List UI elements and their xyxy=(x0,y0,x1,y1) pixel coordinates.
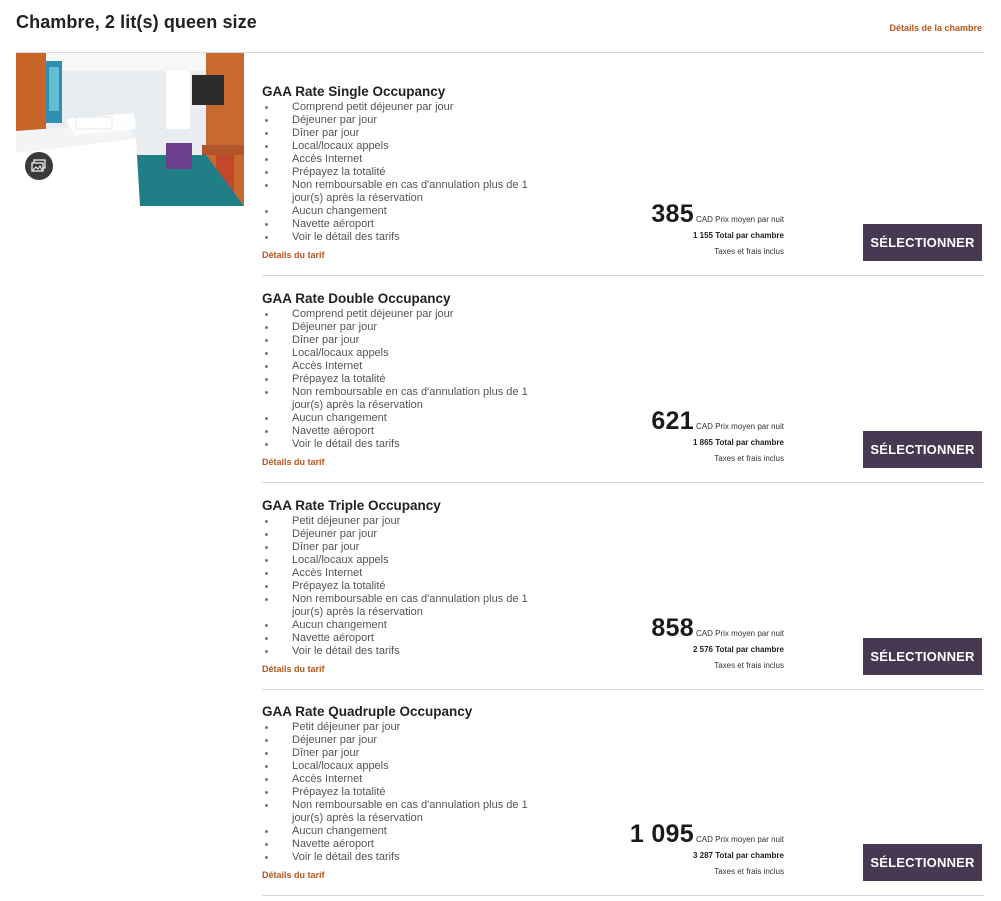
room-photo[interactable] xyxy=(16,53,244,206)
feature-item: Local/locaux appels xyxy=(262,347,562,360)
rate-name: GAA Rate Triple Occupancy xyxy=(262,498,441,513)
total-price xyxy=(693,231,784,240)
feature-item: Dîner par jour xyxy=(262,334,562,347)
feature-item: Non remboursable en cas d'annulation plus de 1 jour(s) après la réservation xyxy=(262,593,552,619)
total-price xyxy=(693,438,784,447)
avg-price-label: CAD Prix moyen par nuit xyxy=(695,629,784,638)
avg-price xyxy=(651,407,784,436)
feature-item: Aucun changement xyxy=(262,825,562,838)
feature-item: Déjeuner par jour xyxy=(262,734,562,747)
avg-price xyxy=(630,820,784,849)
select-button[interactable]: SÉLECTIONNER xyxy=(863,224,982,261)
tax-note: Taxes et frais inclus xyxy=(714,867,784,876)
feature-item: Navette aéroport xyxy=(262,632,562,645)
feature-item: Voir le détail des tarifs xyxy=(262,851,562,864)
feature-item: Comprend petit déjeuner par jour xyxy=(262,101,562,114)
feature-item: Navette aéroport xyxy=(262,425,562,438)
avg-price-value: 858 xyxy=(651,614,694,642)
feature-item: Déjeuner par jour xyxy=(262,528,562,541)
feature-item: Local/locaux appels xyxy=(262,760,562,773)
avg-price xyxy=(651,200,784,229)
feature-item: Déjeuner par jour xyxy=(262,114,562,127)
feature-item: Prépayez la totalité xyxy=(262,166,562,179)
select-button[interactable]: SÉLECTIONNER xyxy=(863,638,982,675)
rate-card xyxy=(262,483,984,690)
rate-features-list xyxy=(262,515,562,658)
total-price xyxy=(693,851,784,860)
rate-divider xyxy=(262,895,984,896)
feature-item: Local/locaux appels xyxy=(262,554,562,567)
rate-features-list xyxy=(262,721,562,864)
feature-item: Déjeuner par jour xyxy=(262,321,562,334)
tax-note: Taxes et frais inclus xyxy=(714,247,784,256)
total-price-label: Total par chambre xyxy=(715,851,784,860)
feature-item: Dîner par jour xyxy=(262,127,562,140)
avg-price-value: 385 xyxy=(651,200,694,228)
feature-item: Voir le détail des tarifs xyxy=(262,231,562,244)
feature-item: Voir le détail des tarifs xyxy=(262,645,562,658)
feature-item: Petit déjeuner par jour xyxy=(262,515,562,528)
feature-item: Prépayez la totalité xyxy=(262,786,562,799)
feature-item: Non remboursable en cas d'annulation plus de 1 jour(s) après la réservation xyxy=(262,386,552,412)
select-button[interactable]: SÉLECTIONNER xyxy=(863,431,982,468)
avg-price-label: CAD Prix moyen par nuit xyxy=(695,215,784,224)
rate-name: GAA Rate Quadruple Occupancy xyxy=(262,704,473,719)
rate-details-link[interactable]: Détails du tarif xyxy=(262,250,325,260)
rate-features-list xyxy=(262,101,562,244)
feature-item: Comprend petit déjeuner par jour xyxy=(262,308,562,321)
total-price xyxy=(693,645,784,654)
feature-item: Accès Internet xyxy=(262,153,562,166)
tax-note: Taxes et frais inclus xyxy=(714,661,784,670)
feature-item: Accès Internet xyxy=(262,773,562,786)
feature-item: Petit déjeuner par jour xyxy=(262,721,562,734)
room-title: Chambre, 2 lit(s) queen size xyxy=(16,12,257,32)
rate-name: GAA Rate Single Occupancy xyxy=(262,84,446,99)
feature-item: Non remboursable en cas d'annulation plus de 1 jour(s) après la réservation xyxy=(262,179,552,205)
avg-price-value: 1 095 xyxy=(629,820,694,848)
room-details-link[interactable]: Détails de la chambre xyxy=(889,23,982,33)
feature-item: Aucun changement xyxy=(262,412,562,425)
total-price-value: 2 576 xyxy=(692,645,713,654)
total-price-value: 1 865 xyxy=(692,438,713,447)
total-price-label: Total par chambre xyxy=(715,438,784,447)
total-price-value: 3 287 xyxy=(692,851,713,860)
feature-item: Non remboursable en cas d'annulation plus de 1 jour(s) après la réservation xyxy=(262,799,552,825)
feature-item: Accès Internet xyxy=(262,567,562,580)
rate-card xyxy=(262,276,984,483)
avg-price xyxy=(651,614,784,643)
avg-price-label: CAD Prix moyen par nuit xyxy=(695,835,784,844)
feature-item: Voir le détail des tarifs xyxy=(262,438,562,451)
feature-item: Aucun changement xyxy=(262,205,562,218)
feature-item: Dîner par jour xyxy=(262,747,562,760)
total-price-label: Total par chambre xyxy=(715,231,784,240)
avg-price-value: 621 xyxy=(651,407,694,435)
feature-item: Prépayez la totalité xyxy=(262,580,562,593)
gallery-icon[interactable] xyxy=(24,151,54,181)
rate-card xyxy=(262,689,984,896)
rate-details-link[interactable]: Détails du tarif xyxy=(262,870,325,880)
total-price-value: 1 155 xyxy=(692,231,713,240)
rate-name: GAA Rate Double Occupancy xyxy=(262,291,451,306)
tax-note: Taxes et frais inclus xyxy=(714,454,784,463)
room-photo-illustration xyxy=(16,53,244,206)
rate-details-link[interactable]: Détails du tarif xyxy=(262,664,325,674)
feature-item: Local/locaux appels xyxy=(262,140,562,153)
rate-card xyxy=(262,69,984,276)
feature-item: Dîner par jour xyxy=(262,541,562,554)
select-button[interactable]: SÉLECTIONNER xyxy=(863,844,982,881)
rate-details-link[interactable]: Détails du tarif xyxy=(262,457,325,467)
rate-features-list xyxy=(262,308,562,451)
feature-item: Accès Internet xyxy=(262,360,562,373)
avg-price-label: CAD Prix moyen par nuit xyxy=(695,422,784,431)
feature-item: Aucun changement xyxy=(262,619,562,632)
feature-item: Prépayez la totalité xyxy=(262,373,562,386)
total-price-label: Total par chambre xyxy=(715,645,784,654)
feature-item: Navette aéroport xyxy=(262,218,562,231)
feature-item: Navette aéroport xyxy=(262,838,562,851)
